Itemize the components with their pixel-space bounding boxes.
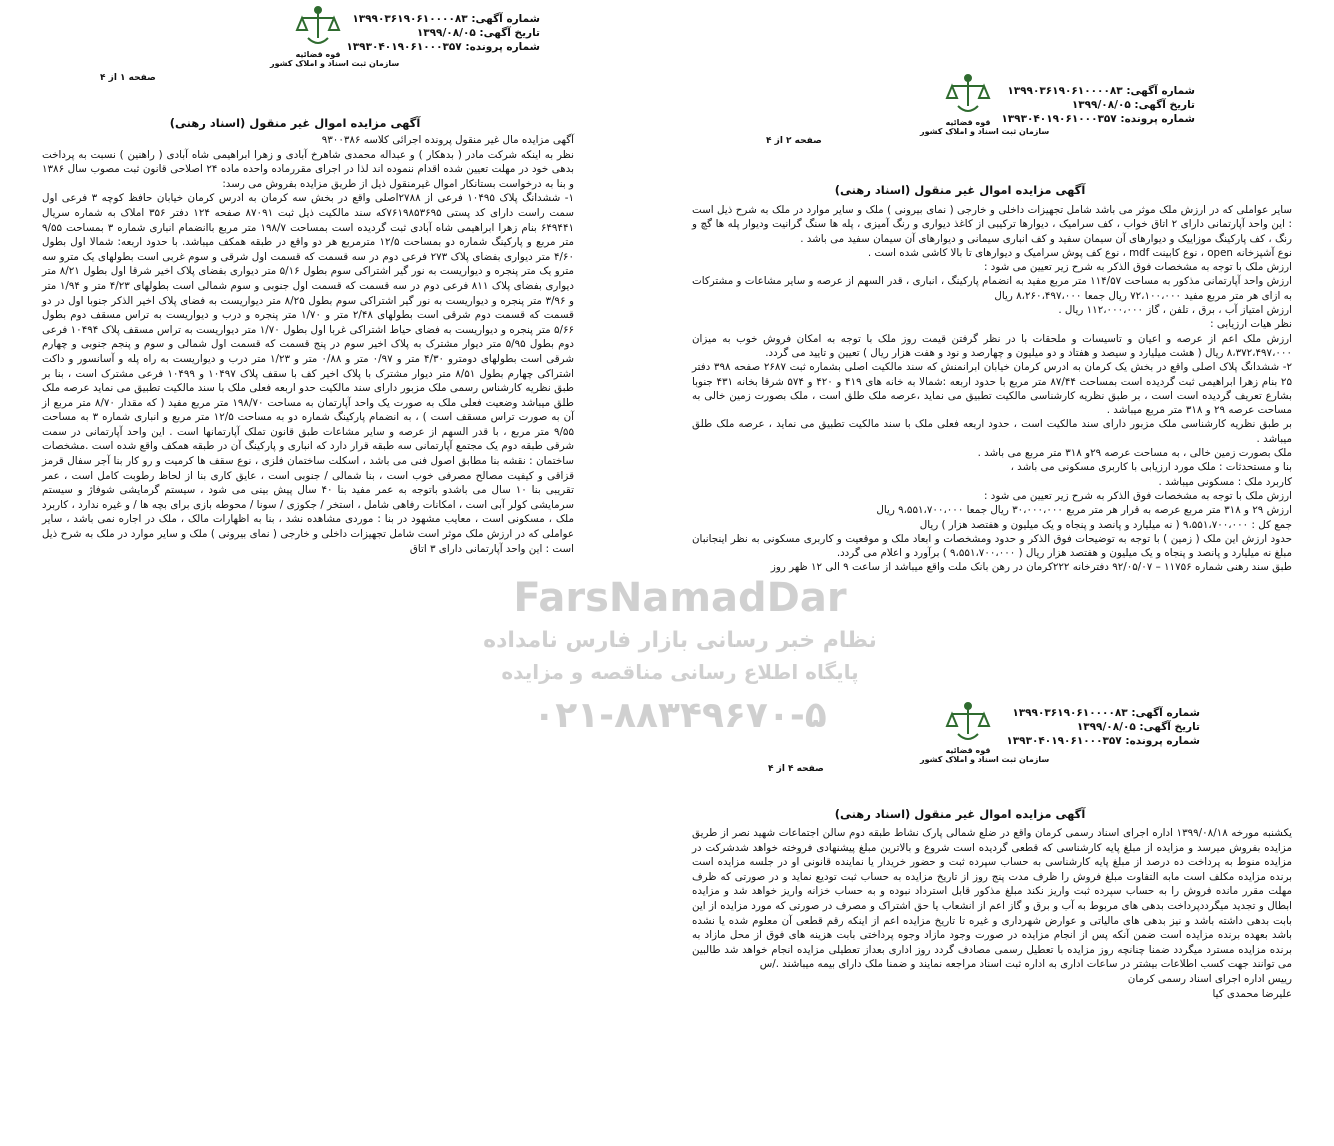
case-number: شماره پرونده: ۱۳۹۳۰۴۰۱۹۰۶۱۰۰۰۳۵۷ — [1001, 113, 1195, 125]
judiciary-label: قوه قضائیه — [945, 118, 991, 127]
case-number: شماره پرونده: ۱۳۹۳۰۴۰۱۹۰۶۱۰۰۰۳۵۷ — [346, 41, 540, 53]
paragraph: ۱- ششدانگ پلاک ۱۰۴۹۵ فرعی از ۲۷۸۸اصلی واقع در بخش سه کرمان به ادرس کرمان خیابان حافظ کوچه ۳ فرعی اول سمت راست دارای کد پستی ۷۶۱۹۸۵۳۶۹۵که سند مالکیت ذیل ثبت ۸۷۰۹۱ صفحه ۱۲۴ دفتر ۳۵۶ املاک به شماره سریال ۶۴۹۴۴۱ بنام زهرا ابراهیمی شاه آبادی ثبت گردیده است بمساحت ۱۹۸/۷ متر مربع باانضمام انباری شماره ۳ بمساحت ۹/۵۵ متر مربع و پارکینگ شماره دو بمساحت ۱۲/۵ مترمربع هر دو واقع در طبقه همکف میباشد. با حدود اربعه: شمالا اول بطول ۴/۶۰ متر دیواری بفضای پلاک ۲۷۳ فرعی دوم در سه قسمت که قسمت اول شرقی و سوم غربی است بطولهای یک مترو سه مترو یک متر پنجره و دیواریست به نور گیر اشتراکی سوم بطول ۵/۱۶ متر دیواری بفضای پلاک اخیر شرقا اول بطول ۸/۲۱ متر دیواری بفضای پلاک ۸۱۱ فرعی دوم در سه قسمت که قسمت اول جنوبی و سوم شمالی است بطولهای ۴/۲۳ متر و ۱/۹۴ متر و ۳/۹۶ متر پنجره و دیواریست به نور گیر اشتراکی سوم بطول ۸/۲۵ متر دیواریست به فضای پلاک اخیر الذکر جنوبا اول در دو قسمت که قسمت دوم شرقی است بطولهای ۲/۴۸ متر و ۱/۷۰ متر پنجره و درب و دیواریست به تراس مسقف دوم بطول ۵/۶۶ متر پنجره و دیواریست به فضای حیاط اشتراکی غربا اول بطول ۱/۷۰ متر دیواریست به تراس مسقف پلاک ۱۰۴۹۴ فرعی دوم بطول ۵/۹۵ متر دیوار مشترک به پلاک اخیر سوم در پنج قسمت که قسمت اول شمالی و سوم و پنجم جنوبی و چهارم شرقی است بطولهای دومترو ۴/۳۰ متر و ۰/۹۷ متر و ۰/۸۸ متر و ۱/۲۳ متر درب و دیواریست به راه پله و آسانسور و داکت اشتراکی چهارم بطول ۸/۵۱ متر دیوار مشترک با پلاک اخیر کف با سقف پلاک ۱۰۴۹۷ و ۱۰۴۹۹ فرعی مشترک است ، بنا بر طبق نظریه کارشناس رسمی ملک مزبور دارای سند مالکیت حدو اربعه فعلی ملک با سند مالکیت تطبیق می نماید عرصه ملک طلق میباشد وضعیت فعلی ملک به صورت یک واحد آپارتمان به مساحت ۱۹۸/۷۰ متر مربع مفید ( که مقدار ۸/۷۰ متر مربع از آن به صورت تراس مسقف است ) ، به انضمام پارکینگ شماره دو به مساحت ۱۲/۵ متر مربع و انباری شماره ۳ به مساحت ۹/۵۵ متر مربع ، با قدر السهم از عرصه و سایر مشاعات طبق قانون تملک آپارتمانها است . این واحد آپارتمانی در سمت شرقی طبقه دوم یک مجتمع آپارتمانی سه طبقه قرار دارد که انباری و پارکینگ آن در طبقه همکف واقع شده است .مشخصات ساختمان : نقشه بنا مطابق اصول فنی می باشد ، اسکلت ساختمان فلزی ، نوع سقف ها کرمیت و رو کار بنا آجر سفال قرمز قزاقی و کیفیت مصالح مصرفی خوب است ، بنا شمالی / جنوبی است ، عایق کاری بنا از لحاظ رطوبت کامل است ، عمر تقریبی بنا ۱۰ سال می باشدو باتوجه به عمر مفید بنا ۴۰ سال پیش بینی می شود ، سیستم گرمایشی شوفاژ و سیستم سرمایشی کولر آبی است ، امکانات رفاهی شامل ، استخر / جکوزی / سونا / محوطه بازی برای بچه ها / و غیره ندارد ، کاربرد ملک ، مسکونی است ، معایب مشهود در بنا : موردی مشاهده نشد ، بنا به اظهارات مالک ، ملک در اجاره نمی باشد ، سایر عواملی که در ارزش ملک موثر است شامل تجهیزات داخلی و خارجی ( نمای بیرونی ) ملک و سایر موارد در ملک به شرح ذیل است : این واحد آپارتمانی دارای ۳ اتاق — [42, 192, 575, 555]
signatory-name: علیرضا محمدی کیا — [1212, 987, 1292, 1000]
paragraph: سایر عواملی که در ارزش ملک موثر می باشد شامل تجهیزات داخلی و خارجی ( نمای بیرونی ) ملک و سایر موارد در ملک به شرح ذیل است : این واحد آپارتمانی دارای ۲ اتاق خواب ، کف سرامیک ، دیوارها ترکیبی از کاغذ دیواری و رنگ آمیزی ، پله ها سنگ گرانیت ودیوار پله ها گچ و رنگ ، کف پارکینگ موزاییک و دیوارهای آن سیمان سفید و کف انباری سیمانی و دیوارهای آن سیمان سفید می باشد . — [692, 204, 1292, 245]
paragraph: نظر به اینکه شرکت مادر ( بدهکار ) و عبداله محمدی شاهرخ آبادی و زهرا ابراهیمی شاه آبادی ( راهنین ) نسبت به پرداخت بدهی خود در مهلت تعیین شده اقدام ننموده اند لذا در اجرای مقررماده واحده ماده ۲۴ اصلاحی قانون ثبت مصوب سال ۱۳۸۶ و بنا به درخواست بستانکار اموال غیرمنقول ذیل از طریق مزایده بفروش می رسد: — [42, 148, 575, 190]
page2-page-number: صفحه ۲ از ۴ — [766, 136, 822, 146]
paragraph: ۲- ششدانگ پلاک اصلی واقع در بخش یک کرمان به ادرس کرمان خیابان ابرانمنش که سند مالکیت اصلی بشماره ثبت ۲۶۸۷ صفحه ۳۹۸ دفتر ۲۵ بنام زهرا ابراهیمی ثبت گردیده است بمساحت ۸۷/۴۴ متر مربع با حدود اربعه :شمالا به خانه های ۴۱۹ و ۴۲۰ و ۵۷۴ شرقا بخانه ۴۳۱ جنوبا بشارع تعریف گردیده است است ، بر طبق نظریه کارشناسی مالکیت تطبیق می نماید ،عرصه ملک طلق است ، ملک بصورت زمین خالی به مساحت عرصه ۲۹ و ۳۱۸ متر مربع میباشد . — [692, 361, 1292, 417]
paragraph: بر طبق نظریه کارشناسی ملک مزبور دارای سند مالکیت است ، حدود اربعه فعلی ملک با سند مالکیت تطبیق می نماید ، عرصه ملک طلق میباشد . — [692, 418, 1292, 445]
watermark-phone: ۰۲۱-۸۸۳۴۹۶۷۰-۵ — [533, 695, 827, 736]
paragraph: آگهی مزایده مال غیر منقول پرونده اجرائی کلاسه ۹۳۰۰۳۸۶ — [321, 134, 574, 146]
paragraph: ارزش ملک با توجه به مشخصات فوق الذکر به شرح زیر تعیین می شود : — [984, 489, 1292, 502]
watermark-brand: FarsNamadDar — [513, 575, 847, 621]
paragraph: ملک بصورت زمین خالی ، به مساحت عرصه ۲۹و ۳۱۸ متر مربع می باشد . — [977, 447, 1292, 460]
ad-date: تاریخ آگهی: ۱۳۹۹/۰۸/۰۵ — [1071, 99, 1195, 111]
ad-number: شماره آگهی: ۱۳۹۹۰۳۶۱۹۰۶۱۰۰۰۰۸۳ — [352, 13, 540, 25]
paragraph: ارزش واحد آپارتمانی مذکور به مساحت ۱۱۴/۵۷ متر مربع مفید به انضمام پارکینگ ، انباری ، قدر السهم از عرصه و سایر مشاعات و مشترکات به ازای هر متر مربع مفید ۷۲،۱۰۰،۰۰۰ ریال جمعا ۸،۲۶۰،۴۹۷،۰۰۰ ریال — [692, 275, 1292, 302]
page4-page-number: صفحه ۴ از ۴ — [768, 764, 824, 774]
signatory-title: رییس اداره اجرای اسناد رسمی کرمان — [1127, 972, 1292, 985]
paragraph: حدود ارزش این ملک ( زمین ) با توجه به توضیحات فوق الذکر و حدود ومشخصات و ابعاد ملک و موقعیت و کاربری مسکونی به نظر اینجانبان مبلغ نه میلیارد و پانصد و پنجاه و یک میلیون و هفتصد هزار ریال ( ۹،۵۵۱،۷۰۰،۰۰۰ ) برآورد و اعلام می گردد. — [692, 532, 1292, 560]
ad-date: تاریخ آگهی: ۱۳۹۹/۰۸/۰۵ — [1076, 721, 1200, 733]
judiciary-emblem-icon — [944, 700, 992, 746]
page1-page-number: صفحه ۱ از ۴ — [100, 73, 156, 83]
judiciary-label: قوه قضائیه — [945, 746, 991, 755]
page4-emblem — [920, 700, 1050, 764]
ad-date: تاریخ آگهی: ۱۳۹۹/۰۸/۰۵ — [416, 27, 540, 39]
paragraph: یکشنبه مورخه ۱۳۹۹/۰۸/۱۸ اداره اجرای اسناد رسمی کرمان واقع در ضلع شمالی پارک نشاط طبقه دوم سالن اجتماعات شهید نصر از طریق مزایده بفروش میرسد و مزایده از مبلغ پایه کارشناسی که قطعی گردیده است شروع و بالاترین مبلغ پیشنهادی فروخته خواهد شدشرکت در مزایده منوط به پرداخت ده درصد از مبلغ پایه کارشناسی به حساب سپرده ثبت و حضور خریدار یا نماینده قانونی او در جلسه مزایده است برنده مزایده مکلف است مابه التفاوت مبلغ فروش را ظرف مدت پنج روز از تاریخ مزایده به حساب ثبت تودیع نماید و در صورتی که ظرف مهلت مقرر مانده فروش را به حساب سپرده ثبت واریز نکند مبلغ مذکور قابل استرداد نبوده و به حساب خزانه واریز خواهد شد و مزایده ابطال و تجدید میگرددپرداخت بدهی های مربوط به آب و برق و گاز اعم از انشعاب یا حق اشتراک و مصرف در صورتی که مورد مزایده از این بابت بدهی داشته باشد و نیز بدهی های مالیاتی و عوارض شهرداری و غیره تا تاریخ مزایده اعم از اینکه رقم قطعی آن معلوم شده یا نشده باشد بعهده برنده مزایده است ضمن آنکه پس از انجام مزایده در صورت وجود مازاد وجوه پرداختی بابت هزینه های فوق از محل مازاد به برنده مزایده مسترد میگردد ضمنا چنانچه روز مزایده با تعطیل رسمی مصادف گردد روز اداری بعداز تعطیلی مزایده انجام خواهد شد طالبین می توانند جهت کسب اطلاعات بیشتر در ساعات اداری به اداره ثبت اسناد مراجعه نمایند و ضمنا ملک دارای بیمه میباشند ./س — [692, 827, 1292, 971]
org-name: سازمان ثبت اسناد و املاک کشور — [920, 127, 1050, 136]
paragraph: جمع کل : ۹،۵۵۱،۷۰۰،۰۰۰ ( نه میلیارد و پانصد و پنجاه و یک میلیون و هفتصد هزار ) ریال — [919, 518, 1292, 531]
watermark-line1: نظام خبر رسانی بازار فارس نامداده — [483, 628, 877, 653]
page4-body — [692, 826, 1292, 1001]
paragraph: بنا و مستحدثات : ملک مورد ارزیابی با کاربری مسکونی می باشد ، — [1010, 461, 1292, 474]
judiciary-emblem-icon — [294, 4, 342, 50]
paragraph: نظر هیات ارزیابی : — [1210, 318, 1292, 331]
page1-body — [42, 133, 574, 556]
paragraph: نوع آشپزخانه open ، نوع کابینت mdf ، نوع کف پوش سرامیک و دیوارهای تا بالا کاشی شده است . — [867, 246, 1292, 259]
paragraph: ارزش ملک با توجه به مشخصات فوق الذکر به شرح زیر تعیین می شود : — [984, 261, 1292, 274]
page4-title: آگهی مزایده اموال غیر منقول (اسناد رهنی) — [834, 807, 1086, 821]
paragraph: ارزش امتیاز آب ، برق ، تلفن ، گاز ۱۱۲،۰۰۰،۰۰۰ ریال . — [1058, 304, 1292, 317]
page2-title: آگهی مزایده اموال غیر منقول (اسناد رهنی) — [834, 183, 1086, 197]
page1-title: آگهی مزایده اموال غیر منقول (اسناد رهنی) — [169, 116, 421, 130]
watermark-line2: پایگاه اطلاع رسانی مناقصه و مزایده — [501, 660, 859, 684]
page1-header — [346, 12, 540, 54]
page2-body — [692, 203, 1292, 575]
judiciary-label: قوه قضائیه — [295, 50, 341, 59]
paragraph: کاربرد ملک : مسکونی میباشد . — [1158, 475, 1292, 488]
org-name: سازمان ثبت اسناد و املاک کشور — [920, 755, 1050, 764]
page1-emblem — [270, 4, 400, 68]
ad-number: شماره آگهی: ۱۳۹۹۰۳۶۱۹۰۶۱۰۰۰۰۸۳ — [1007, 85, 1195, 97]
case-number: شماره پرونده: ۱۳۹۳۰۴۰۱۹۰۶۱۰۰۰۳۵۷ — [1006, 735, 1200, 747]
ad-number: شماره آگهی: ۱۳۹۹۰۳۶۱۹۰۶۱۰۰۰۰۸۳ — [1012, 707, 1200, 719]
paragraph: ارزش ملک اعم از عرصه و اعیان و تاسیسات و ملحقات با در نظر گرفتن قیمت روز ملک با توجه به امکان فروش خوب به میزان ۸،۳۷۲،۴۹۷،۰۰۰ ریال ( هشت میلیارد و سیصد و هفتاد و دو میلیون و چهارصد و نود و هفت هزار ریال ) تعیین و تایید می گردد. — [692, 332, 1292, 359]
page4-header — [1006, 706, 1200, 748]
org-name: سازمان ثبت اسناد و املاک کشور — [270, 59, 400, 68]
paragraph: طبق سند رهنی شماره ۱۱۷۵۶ – ۹۲/۰۵/۰۷ دفترخانه ۲۲۲کرمان در رهن بانک ملت واقع میباشد از ساعت ۹ الی ۱۲ ظهر روز — [770, 561, 1292, 574]
page2-emblem — [920, 72, 1050, 136]
judiciary-emblem-icon — [944, 72, 992, 118]
page2-header — [1001, 84, 1195, 126]
paragraph: ارزش ۲۹ و ۳۱۸ متر مربع عرصه به قرار هر متر مربع ۳۰،۰۰۰،۰۰۰ ریال جمعا ۹،۵۵۱،۷۰۰،۰۰۰ ریال — [876, 504, 1292, 517]
